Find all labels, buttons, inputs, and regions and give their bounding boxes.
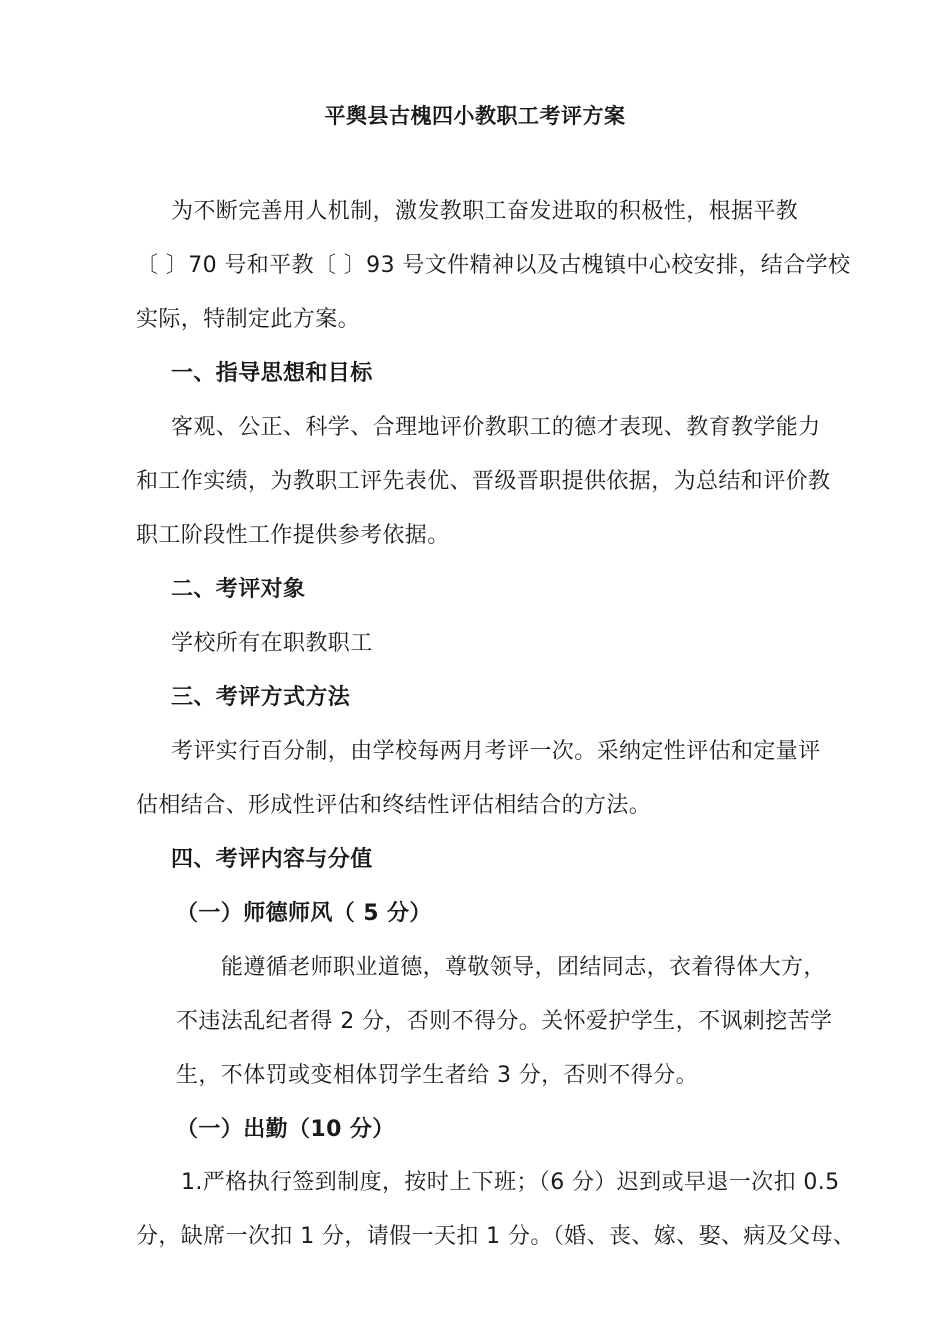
section-heading-4: 四、考评内容与分值: [171, 847, 373, 872]
paragraph-ethics-line-1: 能遵循老师职业道德，尊敬领导，团结同志，衣着得体大方，: [221, 955, 826, 980]
subsection-heading-attendance: （一）出勤（10 分）: [176, 1117, 395, 1142]
subsection-heading-ethics: （一）师德师风（ 5 分）: [176, 901, 432, 926]
paragraph-attendance-line-1: 1.严格执行签到制度，按时上下班；（6 分）迟到或早退一次扣 0.5: [181, 1170, 840, 1195]
paragraph-goals-line-1: 客观、公正、科学、合理地评价教职工的德才表现、教育教学能力: [171, 415, 821, 440]
section-heading-2: 二、考评对象: [171, 577, 306, 602]
paragraph-goals-line-3: 职工阶段性工作提供参考依据。: [136, 523, 450, 548]
paragraph-method-line-2: 估相结合、形成性评估和终结性评估相结合的方法。: [136, 793, 652, 818]
section-heading-3: 三、考评方式方法: [171, 685, 351, 710]
document-title: 平舆县古槐四小教职工考评方案: [324, 104, 626, 128]
paragraph-method-line-1: 考评实行百分制，由学校每两月考评一次。采纳定性评估和定量评: [171, 739, 821, 764]
paragraph-intro-line-2: 〔 〕70 号和平教〔 〕93 号文件精神以及古槐镇中心校安排，结合学校: [136, 253, 851, 278]
paragraph-ethics-line-3: 生，不体罚或变相体罚学生者给 3 分，否则不得分。: [176, 1063, 698, 1088]
section-heading-1: 一、指导思想和目标: [171, 361, 373, 386]
paragraph-target-line-1: 学校所有在职教职工: [171, 631, 373, 656]
paragraph-intro-line-1: 为不断完善用人机制，激发教职工奋发进取的积极性，根据平教: [171, 199, 799, 224]
paragraph-ethics-line-2: 不违法乱纪者得 2 分，否则不得分。关怀爱护学生，不讽刺挖苦学: [176, 1009, 833, 1034]
paragraph-goals-line-2: 和工作实绩，为教职工评先表优、晋级晋职提供依据，为总结和评价教: [136, 469, 831, 494]
paragraph-intro-line-3: 实际，特制定此方案。: [136, 307, 361, 332]
paragraph-attendance-line-2: 分，缺席一次扣 1 分，请假一天扣 1 分。（婚、丧、嫁、娶、病及父母、: [136, 1224, 856, 1249]
